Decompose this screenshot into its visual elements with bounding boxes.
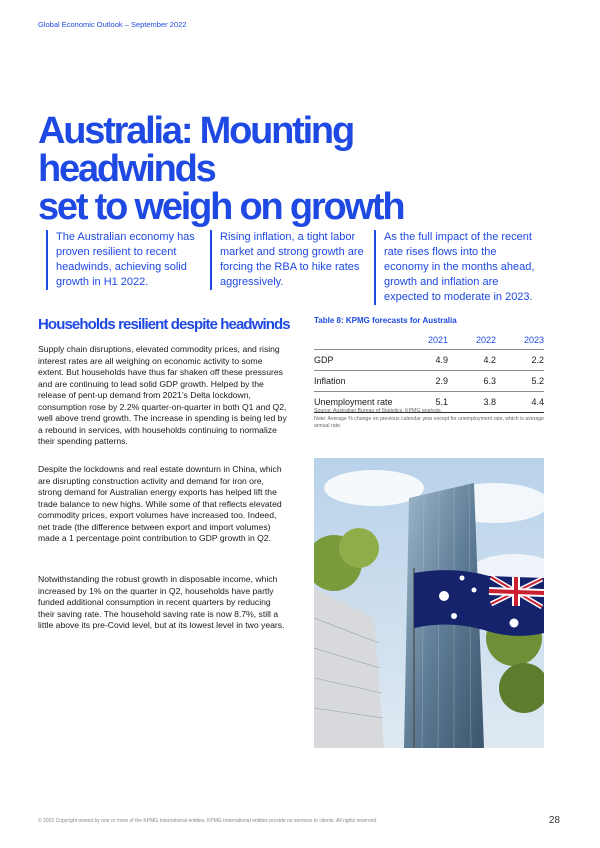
intro-column-3: As the full impact of the recent rate rises flows into the economy in the months ahead, growth and inflation are expected to moderate in 2023.	[374, 230, 539, 305]
table-header-row	[314, 333, 544, 350]
page-title	[38, 112, 478, 226]
table-header-year: 2022	[448, 333, 496, 350]
title-line-2: set to weigh on growth	[38, 186, 404, 228]
intro-column-1: The Australian economy has proven resilient to recent headwinds, achieving solid growth in H1 2022.	[46, 230, 211, 290]
table-cell: 4.4	[496, 392, 544, 413]
running-head: Global Economic Outlook – September 2022	[38, 20, 187, 29]
table-cell: 2.9	[400, 371, 448, 392]
body-paragraph-1: Supply chain disruptions, elevated commodity prices, and rising interest rates are all weighing on economic activity to some extent. But households have thus far shaken off these pressures and are continuing to lead solid GDP growth. Helped by the release of pent-up demand from 2021’s Delta lockdown, consumption rose by 2.2% quarter-on-quarter in both Q1 and Q2, well above trend growth. The increase in spending is being led by a rebound in services, with households continuing to normalize their spending patterns.	[38, 344, 287, 446]
title-line-1: Australia: Mounting headwinds	[38, 110, 353, 190]
section-heading: Households resilient despite headwinds	[38, 316, 290, 333]
table-cell: 3.8	[448, 392, 496, 413]
photo-illustration	[314, 458, 544, 748]
body-paragraph-2: Despite the lockdowns and real estate downturn in China, which are disrupting construction activity and demand for iron ore, strong demand for Australian energy exports has helped lift the trade balance to new highs. While some of that reflects elevated commodity prices, export volumes have increased too. Indeed, net trade (the difference between export and import volumes) made a 1 percentage point contribution to GDP growth in Q2.	[38, 464, 282, 543]
table-row	[314, 371, 544, 392]
table-header-year: 2023	[496, 333, 544, 350]
table-cell: 5.1	[400, 392, 448, 413]
table-title: Table 8: KPMG forecasts for Australia	[314, 316, 457, 325]
footer-copyright: © 2022 Copyright owned by one or more of the KPMG International entities. KPMG International entities provide no services to clients. All rights reserved.	[38, 818, 378, 824]
australian-flag-photo	[314, 458, 544, 748]
table-note: Note: Average % change on previous calendar year except for unemployment rate, which is average annual rate.	[314, 416, 545, 429]
table-row-label: Unemployment rate	[314, 392, 400, 413]
forecast-table	[314, 333, 544, 413]
table-row	[314, 350, 544, 371]
table-cell: 5.2	[496, 371, 544, 392]
table-source: Source: Australian Bureau of Statistics, KPMG analysis.	[314, 408, 443, 414]
intro-column-2: Rising inflation, a tight labor market and strong growth are forcing the RBA to hike rates aggressively.	[210, 230, 375, 290]
table-header-year: 2021	[400, 333, 448, 350]
table-cell: 4.2	[448, 350, 496, 371]
page-number: 28	[548, 815, 560, 826]
table-row-label: GDP	[314, 350, 400, 371]
table-row-label: Inflation	[314, 371, 400, 392]
table-cell: 6.3	[448, 371, 496, 392]
body-paragraph-3: Notwithstanding the robust growth in disposable income, which increased by 1% on the quarter in Q2, households have partly funded additional consumption in recent quarters by reducing their saving rate. The household saving rate is now 8.7%, still a little above its pre-Covid level, but at its lowest level in two years.	[38, 574, 285, 630]
table-header-blank	[314, 333, 400, 350]
table-cell: 4.9	[400, 350, 448, 371]
table-cell: 2.2	[496, 350, 544, 371]
